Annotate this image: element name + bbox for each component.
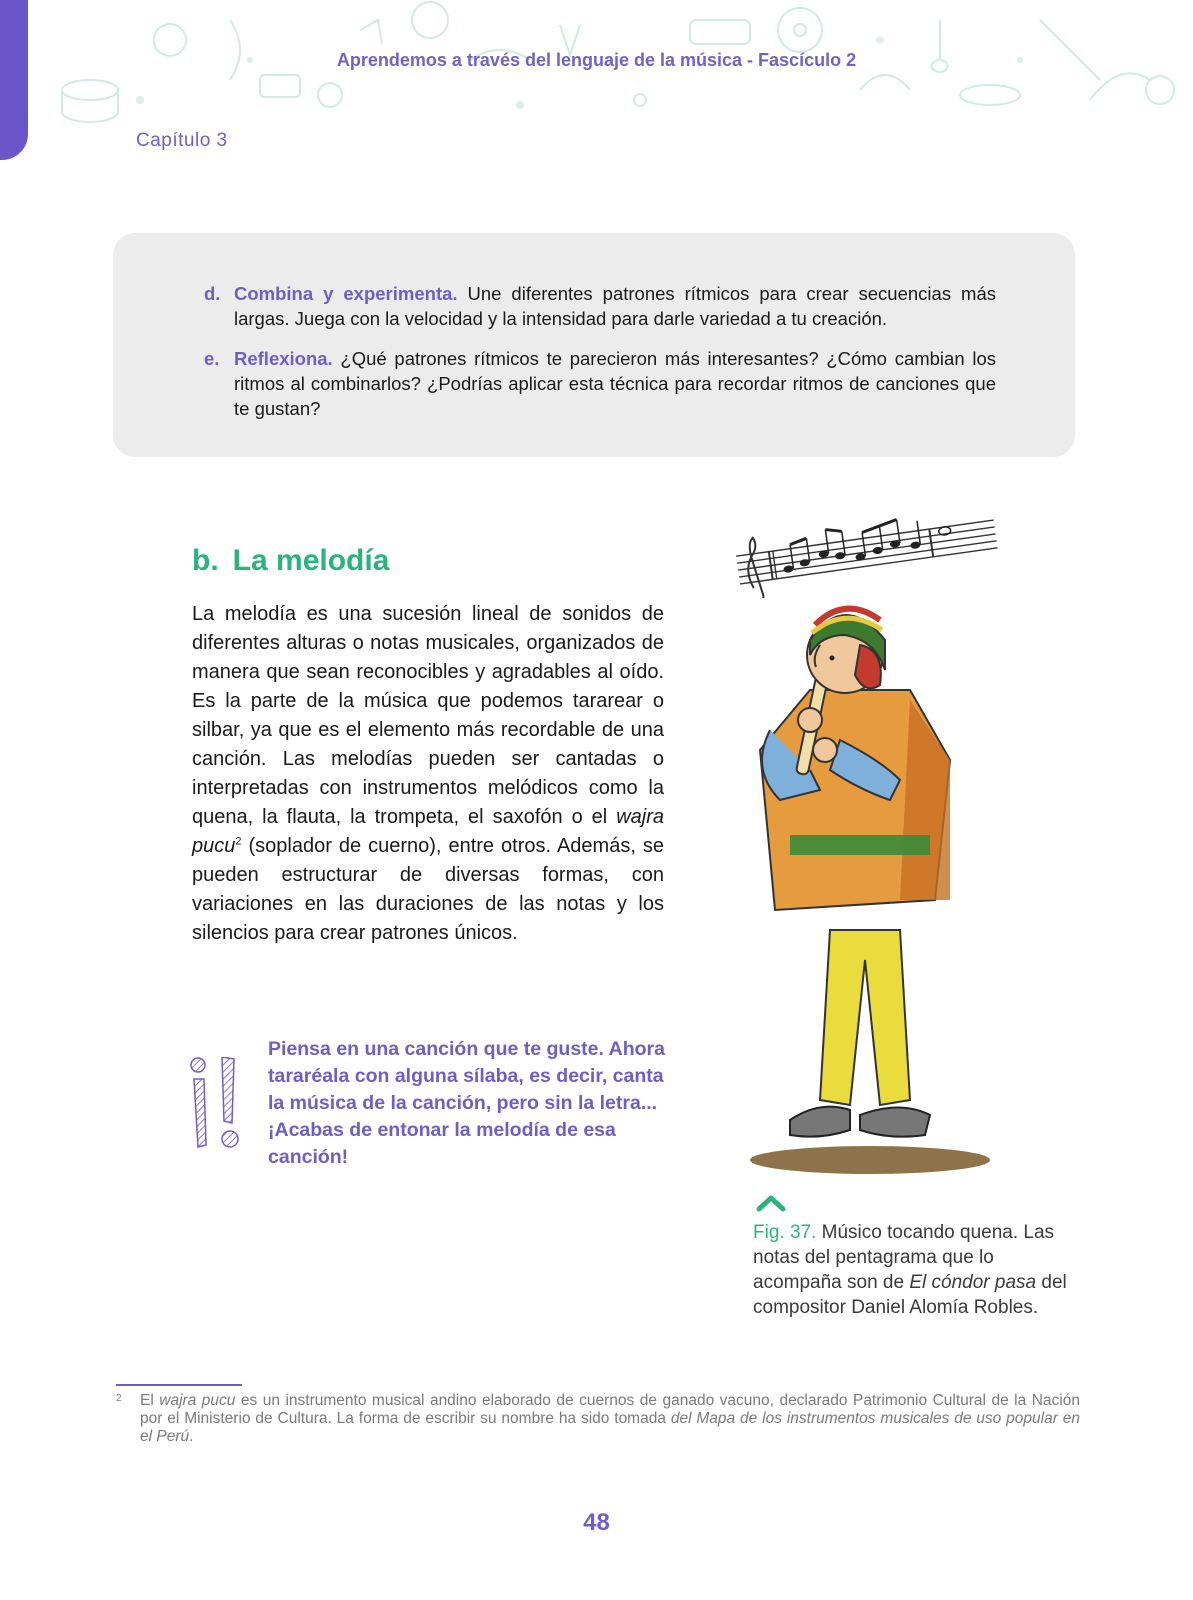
item-body (234, 346, 996, 421)
item-letter: d. (204, 283, 221, 304)
item-text: ¿Qué patrones rítmicos te parecieron más interesantes? ¿Cómo cambian los ritmos al combinarlos? ¿Podrías aplicar esta técnica para recordar ritmos de canciones que te gustan? (234, 348, 996, 419)
footnote-divider (116, 1384, 242, 1386)
item-letter: e. (204, 348, 220, 369)
page-number: 48 (583, 1509, 610, 1536)
item-body (234, 281, 996, 331)
footnote-italic-term: wajra pucu (159, 1392, 236, 1409)
item-text: Une diferentes patrones rítmicos para crear secuencias más largas. Juega con la velocidad y la intensidad para darle variedad a tu creación. (234, 283, 996, 329)
activity-box (113, 233, 1075, 457)
melody-paragraph (192, 600, 664, 948)
chapter-label: Capítulo 3 (136, 130, 228, 151)
chevron-up-icon (756, 1194, 786, 1212)
footnote-reference[interactable]: 2 (235, 835, 242, 848)
figure-label: Fig. 37. (753, 1222, 817, 1243)
caption-text: del compositor Daniel Alomía Robles. (753, 1272, 1067, 1318)
exclamation-marks-icon (188, 1057, 248, 1157)
activity-item-e (204, 346, 996, 421)
section-heading (192, 544, 389, 578)
chapter-tab-marker (0, 0, 28, 160)
footnote-italic-source: del Mapa de los instrumentos musicales de uso popular en el Perú (140, 1410, 1080, 1445)
activity-item-d (204, 281, 996, 331)
footnote-text-part: El (140, 1392, 160, 1409)
item-lead: Reflexiona. (234, 348, 333, 369)
paragraph-text: La melodía es una sucesión lineal de sonidos de diferentes alturas o notas musicales, organizados de manera que sean reconocibles y agradables al oído. Es la parte de la música que podemos tararear o silbar, ya que es el elemento más recordable de una canción. Las melodías pueden ser cantadas o interpretadas con instrumentos melódicos como la quena, la flauta, la trompeta, el saxofón o el (192, 603, 664, 828)
figure-caption (753, 1220, 1083, 1320)
item-lead: Combina y experimenta. (234, 283, 458, 304)
footnote-mark: 2 (116, 1393, 122, 1404)
caption-text: Músico tocando quena. Las notas del pentagrama que lo acompaña son de (753, 1222, 1055, 1293)
musician-playing-quena-illustration (750, 600, 1010, 1190)
footnote-text-part: es un instrumento musical andino elaborado de cuernos de ganado vacuno, declarado Patrimonio Cultural de la Nación por el Ministerio de Cultura. La forma de escribir su nombre ha sido tomada (140, 1392, 1080, 1427)
running-title: Aprendemos a través del lenguaje de la música - Fascículo 2 (336, 50, 857, 70)
music-staff-illustration (732, 508, 1002, 598)
footnote-text (140, 1392, 1080, 1446)
tip-text: Piensa en una canción que te guste. Ahora tararéala con alguna sílaba, es decir, canta la música de la canción, pero sin la letra... ¡Acabas de entonar la melodía de esa canción! (268, 1038, 665, 1168)
caption-song-title: El cóndor pasa (909, 1272, 1037, 1293)
paragraph-text: (soplador de cuerno), entre otros. Además, se pueden estructurar de diversas formas, con variaciones en las duraciones de las notas y los silencios para crear patrones únicos. (192, 835, 664, 944)
section-number: b. (192, 544, 219, 577)
section-title: La melodía (232, 544, 390, 577)
footnote-text-part: . (189, 1428, 194, 1445)
paragraph-italic-term: wajra pucu (192, 806, 664, 857)
